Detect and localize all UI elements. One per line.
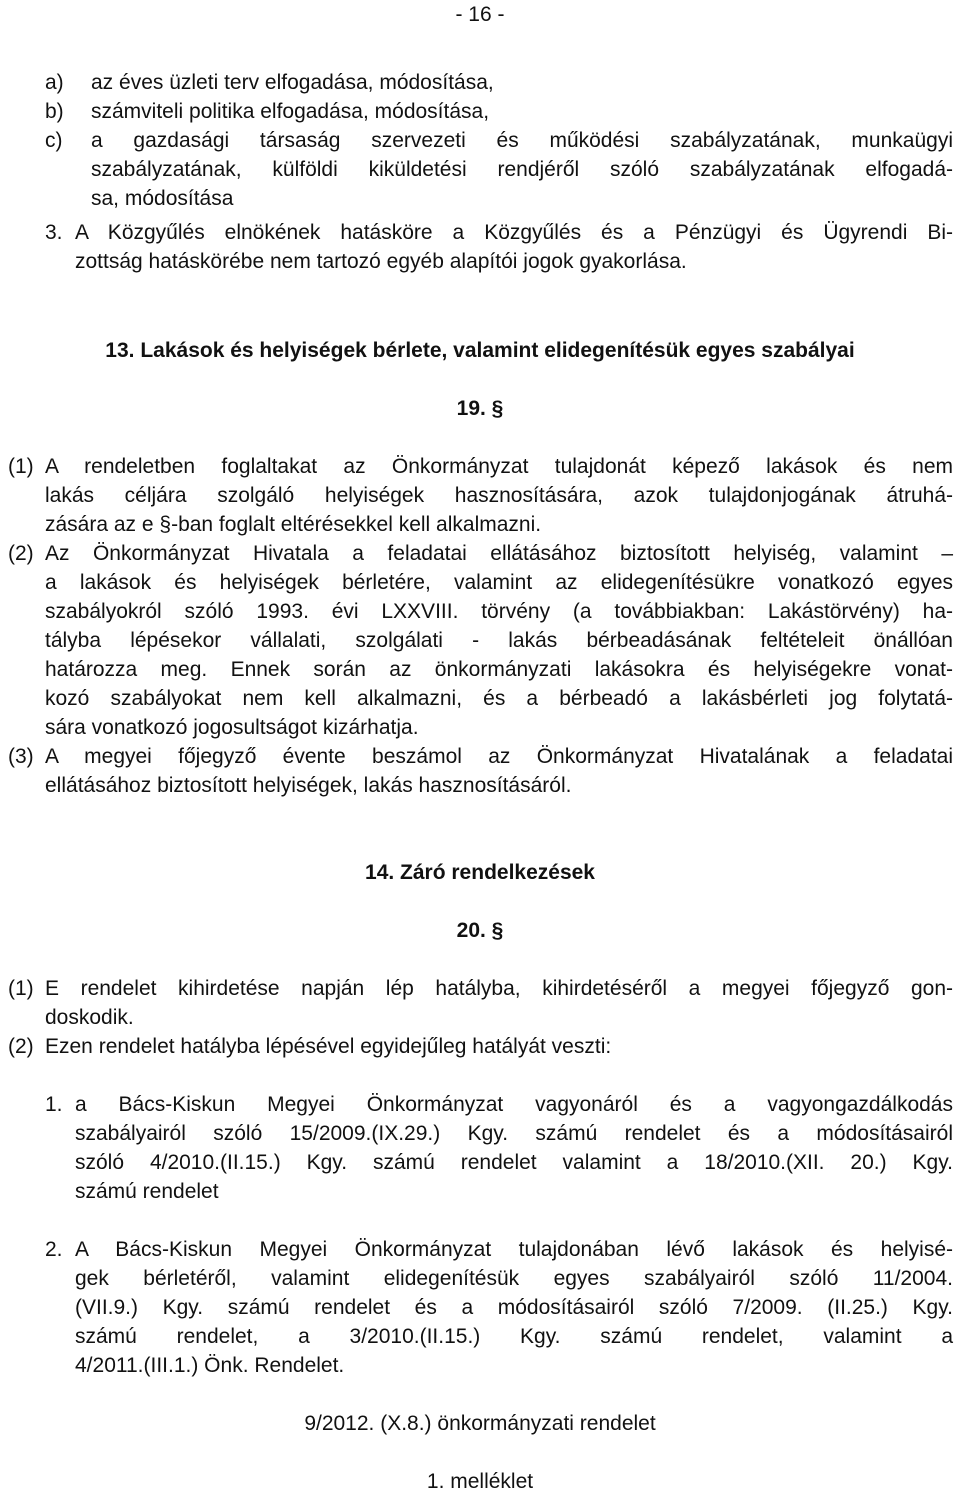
paragraph-2-label: (2) (8, 1035, 34, 1058)
paragraph-3-label: (3) (8, 745, 34, 768)
paragraph-text: A megyei főjegyző évente beszámol az Önkormányzat Hivatalának a feladatai (45, 745, 953, 768)
repeal-item-text: (VII.9.) Kgy. számú rendelet és a módosításairól szóló 7/2009. (II.25.) Kgy. (75, 1296, 953, 1319)
repeal-item-text: 4/2011.(III.1.) Önk. Rendelet. (75, 1354, 345, 1377)
repeal-item-text: gek bérletéről, valamint elidegenítésük egyes szabályairól szóló 11/2004. (75, 1267, 953, 1290)
paragraph-text: doskodik. (45, 1006, 134, 1029)
section-13-title: 13. Lakások és helyiségek bérlete, valamint elidegenítésük egyes szabályai (105, 339, 855, 362)
repeal-item-label: 2. (45, 1238, 63, 1261)
list-item-label: b) (45, 100, 64, 123)
paragraph-text: zására az e §-ban foglalt eltérésekkel kell alkalmazni. (45, 513, 542, 536)
paragraph-text: sára vonatkozó jogosultságot kizárhatja. (45, 716, 419, 739)
paragraph-text: határozza meg. Ennek során az önkormányzati lakásokra és helyiségekre vonat- (45, 658, 953, 681)
item-3-label: 3. (45, 221, 63, 244)
section-14-title: 14. Záró rendelkezések (365, 861, 595, 884)
repeal-item-text: szabályairól szóló 15/2009.(IX.29.) Kgy. számú rendelet és a módosításairól (75, 1122, 953, 1145)
paragraph-text: ellátásához biztosított helyiségek, lakás hasznosításáról. (45, 774, 572, 797)
item-3-text: A Közgyűlés elnökének hatásköre a Közgyűlés és a Pénzügyi és Ügyrendi Bi- (75, 221, 953, 244)
paragraph-text: szabályokról szóló 1993. évi LXXVIII. törvény (a továbbiakban: Lakástörvény) ha- (45, 600, 953, 623)
list-item-text: számviteli politika elfogadása, módosítása, (91, 100, 490, 123)
repeal-item-text: szóló 4/2010.(II.15.) Kgy. számú rendelet valamint a 18/2010.(XII. 20.) Kgy. (75, 1151, 953, 1174)
paragraph-text: kozó szabályokat nem kell alkalmazni, és a bérbeadó a lakásbérleti jog folytatá- (45, 687, 953, 710)
paragraph-text: a lakások és helyiségek bérletére, valamint az elidegenítésükre vonatkozó egyes (45, 571, 953, 594)
paragraph-20-heading: 20. § (456, 919, 504, 942)
list-item-text: az éves üzleti terv elfogadása, módosítása, (91, 71, 494, 94)
paragraph-text: Ezen rendelet hatályba lépésével egyidejűleg hatályát veszti: (45, 1035, 612, 1058)
paragraph-2-label: (2) (8, 542, 34, 565)
paragraph-text: tályba lépésekor vállalati, szolgálati - lakás bérbeadásának feltételeit önállóan (45, 629, 953, 652)
list-item-label: a) (45, 71, 64, 94)
list-item-text: szabályzatának, külföldi kiküldetési rendjéről szóló szabályzatának elfogadá- (91, 158, 953, 181)
paragraph-text: A rendeletben foglaltakat az Önkormányzat tulajdonát képező lakások és nem (45, 455, 953, 478)
annex-label: 1. melléklet (426, 1470, 534, 1493)
paragraph-text: lakás céljára szolgáló helyiségek hasznosítására, azok tulajdonjogának átruhá- (45, 484, 953, 507)
paragraph-1-label: (1) (8, 455, 34, 478)
paragraph-text: Az Önkormányzat Hivatala a feladatai ellátásához biztosított helyiség, valamint – (45, 542, 953, 565)
repeal-item-text: A Bács-Kiskun Megyei Önkormányzat tulajdonában lévő lakások és helyisé- (75, 1238, 953, 1261)
paragraph-1-label: (1) (8, 977, 34, 1000)
regulation-title: 9/2012. (X.8.) önkormányzati rendelet (304, 1412, 656, 1435)
list-item-text: a gazdasági társaság szervezeti és működési szabályzatának, munkaügyi (91, 129, 953, 152)
repeal-item-label: 1. (45, 1093, 63, 1116)
repeal-item-text: a Bács-Kiskun Megyei Önkormányzat vagyonáról és a vagyongazdálkodás (75, 1093, 953, 1116)
page-number: - 16 - (455, 3, 505, 26)
paragraph-19-heading: 19. § (456, 397, 504, 420)
list-item-label: c) (45, 129, 63, 152)
paragraph-text: E rendelet kihirdetése napján lép hatályba, kihirdetéséről a megyei főjegyző gon- (45, 977, 953, 1000)
list-item-text: sa, módosítása (91, 187, 234, 210)
repeal-item-text: számú rendelet (75, 1180, 219, 1203)
repeal-item-text: számú rendelet, a 3/2010.(II.15.) Kgy. számú rendelet, valamint a (75, 1325, 953, 1348)
item-3-text: zottság hatáskörébe nem tartozó egyéb alapítói jogok gyakorlása. (75, 250, 687, 273)
